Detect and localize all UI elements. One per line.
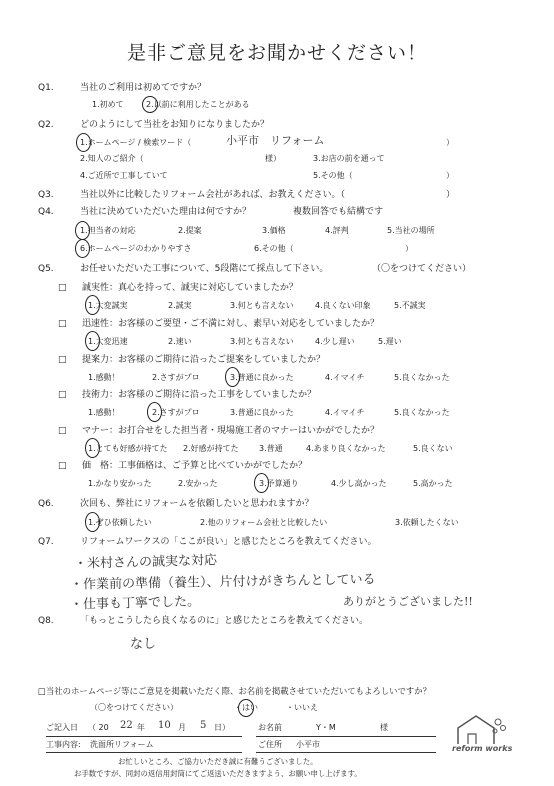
q5-item-option[interactable]: 5.遅い	[378, 337, 402, 346]
checkbox[interactable]: □	[58, 461, 67, 471]
name-value: Y・M	[316, 723, 336, 732]
q2-option-5[interactable]: 5.その他（	[313, 171, 353, 180]
consent-no[interactable]: ・いいえ	[286, 703, 318, 712]
q5-item-label: 迅速性：お客様のご要望・ご不満に対し、素早い対応をしていましたか？	[82, 319, 380, 329]
q4-option-other[interactable]: 6.その他（	[254, 244, 294, 253]
date-label: ご記入日	[46, 723, 78, 732]
checkbox[interactable]: □	[58, 390, 67, 400]
q6-option-3[interactable]: 3.依頼したくない	[395, 518, 459, 527]
checkbox[interactable]: □	[58, 283, 67, 293]
q5-item-option[interactable]: 5.良くなかった	[394, 408, 450, 417]
q5-item-option[interactable]: 3.何とも言えない	[230, 337, 294, 346]
q8-answer: なし	[130, 637, 157, 652]
q5-item-option[interactable]: 4.イマイチ	[325, 408, 365, 417]
q7-answer-line: ・米村さんの誠実な対応	[73, 553, 218, 572]
q5-item-option[interactable]: 4.イマイチ	[325, 373, 365, 382]
checkbox[interactable]: □	[58, 319, 67, 329]
q5-item-option[interactable]: 4.少し遅い	[315, 337, 355, 346]
q5-question: お任せいただいた工事について、5段階にて採点して下さい。	[80, 264, 329, 274]
q5-item-option[interactable]: 1.大変誠実	[88, 301, 128, 310]
q5-item-option[interactable]: 2.誠実	[168, 301, 192, 310]
answer-circle	[238, 699, 254, 717]
q1-option-1[interactable]: 1.初めて	[92, 100, 124, 109]
company-logo	[446, 712, 516, 758]
q1-number: Q1.	[38, 83, 54, 93]
address-value: 小平市	[296, 740, 320, 749]
q5-item-option[interactable]: 2.さすがプロ	[152, 373, 200, 382]
q3-number: Q3.	[38, 190, 54, 200]
work-value: 洗面所リフォーム	[90, 740, 154, 749]
q7-answer-line: ・作業前の準備（養生）、片付けがきちんとしている	[69, 572, 376, 593]
q4-option-3[interactable]: 3.価格	[262, 226, 286, 235]
q5-item-option[interactable]: 5.高かった	[413, 479, 453, 488]
q6-option-1[interactable]: 1.ぜひ依頼したい	[88, 518, 152, 527]
q2-close: ）	[446, 138, 454, 147]
date-day: 5	[200, 720, 207, 731]
answer-circle	[75, 221, 90, 240]
q2-option-2[interactable]: 2.知人のご紹介（	[80, 154, 144, 163]
q4-option-2[interactable]: 2.提案	[178, 226, 202, 235]
answer-circle	[225, 367, 240, 387]
q6-question: 次回も、弊社にリフォームを依頼したいと思われますか？	[80, 499, 314, 509]
q5-item-label: マナー：お打合せをした担当者・現場施工者のマナーはいかがでしたか？	[82, 426, 380, 436]
date-era: （ 20	[88, 723, 109, 732]
q5-item-option[interactable]: 3.何とも言えない	[230, 301, 294, 310]
q5-item-option[interactable]: 1.感動！	[88, 408, 120, 417]
page-title: 是非ご意見をお聞かせください！	[126, 42, 427, 64]
q4-number: Q4.	[38, 207, 54, 217]
q5-item-option[interactable]: 1.大変迅速	[88, 337, 128, 346]
answer-circle	[75, 239, 90, 258]
q5-item-option[interactable]: 5.良くなかった	[394, 373, 450, 382]
q5-item-option[interactable]: 4.少し高かった	[331, 479, 387, 488]
q2-option-4[interactable]: 4.ご近所で工事していて	[80, 171, 168, 180]
name-suffix: 様	[380, 723, 388, 732]
thanks-line-1: お忙しいところ、ご協力いただき誠に有難うございました。	[118, 757, 318, 766]
answer-circle	[85, 512, 100, 532]
q8-question: 「もっとこうしたら良くなるのに」と感じたところを教えてください。	[80, 616, 369, 626]
q2-search-word: 小平市 リフォーム	[226, 134, 325, 147]
name-label: お名前	[258, 723, 282, 732]
checkbox[interactable]: □	[58, 426, 67, 436]
q2-option-5-close: ）	[446, 171, 454, 180]
q4-option-6[interactable]: 6.ホームページのわかりやすさ	[80, 244, 192, 253]
logo-text: reform works	[452, 744, 513, 753]
thanks-line-2: お手数ですが、同封の返信用封筒にてご返送いただきますよう、お願い申し上げます。	[74, 769, 362, 778]
answer-circle	[76, 133, 91, 152]
q4-question: 当社に決めていただいた理由は何ですか？	[80, 207, 252, 217]
q5-number: Q5.	[38, 264, 54, 274]
q5-item-label: 技術力：お客様のご期待に沿った工事をしていましたか？	[82, 390, 317, 400]
divider	[256, 752, 436, 753]
q7-number: Q7.	[38, 537, 54, 547]
date-year-unit: 年	[137, 723, 145, 732]
q3-close: ）	[446, 190, 456, 200]
answer-circle	[85, 438, 100, 458]
work-label: 工事内容:	[46, 740, 81, 749]
answer-circle	[142, 96, 158, 113]
q5-item-option[interactable]: 1.とても好感が持てた	[88, 444, 168, 453]
q5-item-option[interactable]: 5.不誠実	[394, 301, 426, 310]
q4-note: 複数回答でも結構です	[293, 207, 384, 217]
q3-question: 当社以外に比較したリフォーム会社があれば、お教えください。（	[80, 190, 346, 200]
q1-question: 当社のご利用は初めてですか？	[80, 83, 207, 93]
house-logo-icon	[446, 712, 516, 746]
date-month: 10	[158, 720, 171, 731]
answer-circle	[147, 402, 162, 422]
q2-option-2-suffix: 様）	[265, 154, 281, 163]
q7-thanks: ありがとうございました!!	[343, 595, 473, 608]
consent-note: （〇をつけてください）	[90, 703, 178, 712]
q5-item-option[interactable]: 2.さすがプロ	[152, 408, 200, 417]
q5-item-option[interactable]: 3.予算通り	[259, 479, 299, 488]
q5-item-option[interactable]: 2.速い	[168, 337, 192, 346]
checkbox[interactable]: □	[58, 355, 67, 365]
q5-item-label: 誠実性：真心を持って、誠実に対応していましたか？	[82, 283, 298, 293]
q5-item-option[interactable]: 3.普通に良かった	[230, 373, 294, 382]
q4-option-1[interactable]: 1.担当者の対応	[80, 226, 136, 235]
q5-item-option[interactable]: 3.普通	[259, 444, 283, 453]
q5-item-option[interactable]: 1.かなり安かった	[88, 479, 152, 488]
q5-item-option[interactable]: 4.良くない印象	[315, 301, 371, 310]
q4-option-5[interactable]: 5.当社の場所	[387, 226, 435, 235]
consent-question: □当社のホームページ等にご意見を掲載いただく際、お名前を掲載させていただいてもよろしいですか？	[38, 686, 431, 696]
date-month-unit: 月	[178, 723, 186, 732]
q2-number: Q2.	[38, 120, 54, 130]
q7-answer-line: ・仕事も丁寧でした。	[69, 594, 201, 613]
q4-option-other-close: ）	[405, 244, 413, 253]
q5-item-option[interactable]: 2.好感が持てた	[183, 444, 239, 453]
address-label: ご住所	[258, 740, 282, 749]
q5-item-label: 提案力：お客様のご期待に沿ったご提案をしていましたか？	[82, 355, 326, 365]
answer-circle	[254, 473, 269, 493]
answer-circle	[85, 295, 100, 315]
date-day-unit: 日）	[214, 723, 230, 732]
q2-question: どのようにして当社をお知りになりましたか？	[80, 120, 270, 130]
divider	[46, 752, 242, 753]
answer-circle	[85, 331, 100, 351]
q5-item-option[interactable]: 5.良くない	[413, 444, 453, 453]
q5-item-label: 価 格：工事価格は、ご予算と比べていかがでしたか？	[82, 461, 308, 471]
q5-item-option[interactable]: 1.感動！	[88, 373, 120, 382]
q1-option-2[interactable]: 2.以前に利用したことがある	[146, 100, 250, 109]
q7-question: リフォームワークスの「ここが良い」と感じたところを教えてください。	[80, 537, 377, 547]
q5-item-option[interactable]: 2.安かった	[178, 479, 218, 488]
divider	[256, 736, 436, 737]
q8-number: Q8.	[38, 616, 54, 626]
q5-item-option[interactable]: 4.あまり良くなかった	[306, 444, 386, 453]
q2-option-1[interactable]: 1.ホームページ / 検索ワード（	[80, 138, 192, 147]
q6-number: Q6.	[38, 499, 54, 509]
q5-note: （〇をつけてください）	[372, 264, 472, 274]
q2-option-3[interactable]: 3.お店の前を通って	[313, 154, 385, 163]
date-year: 22	[120, 720, 133, 731]
q6-option-2[interactable]: 2.他のリフォーム会社と比較したい	[200, 518, 328, 527]
q5-item-option[interactable]: 3.普通に良かった	[230, 408, 294, 417]
consent-yes[interactable]: ・はい	[234, 703, 258, 712]
q4-option-4[interactable]: 4.評判	[325, 226, 349, 235]
divider	[46, 736, 242, 737]
